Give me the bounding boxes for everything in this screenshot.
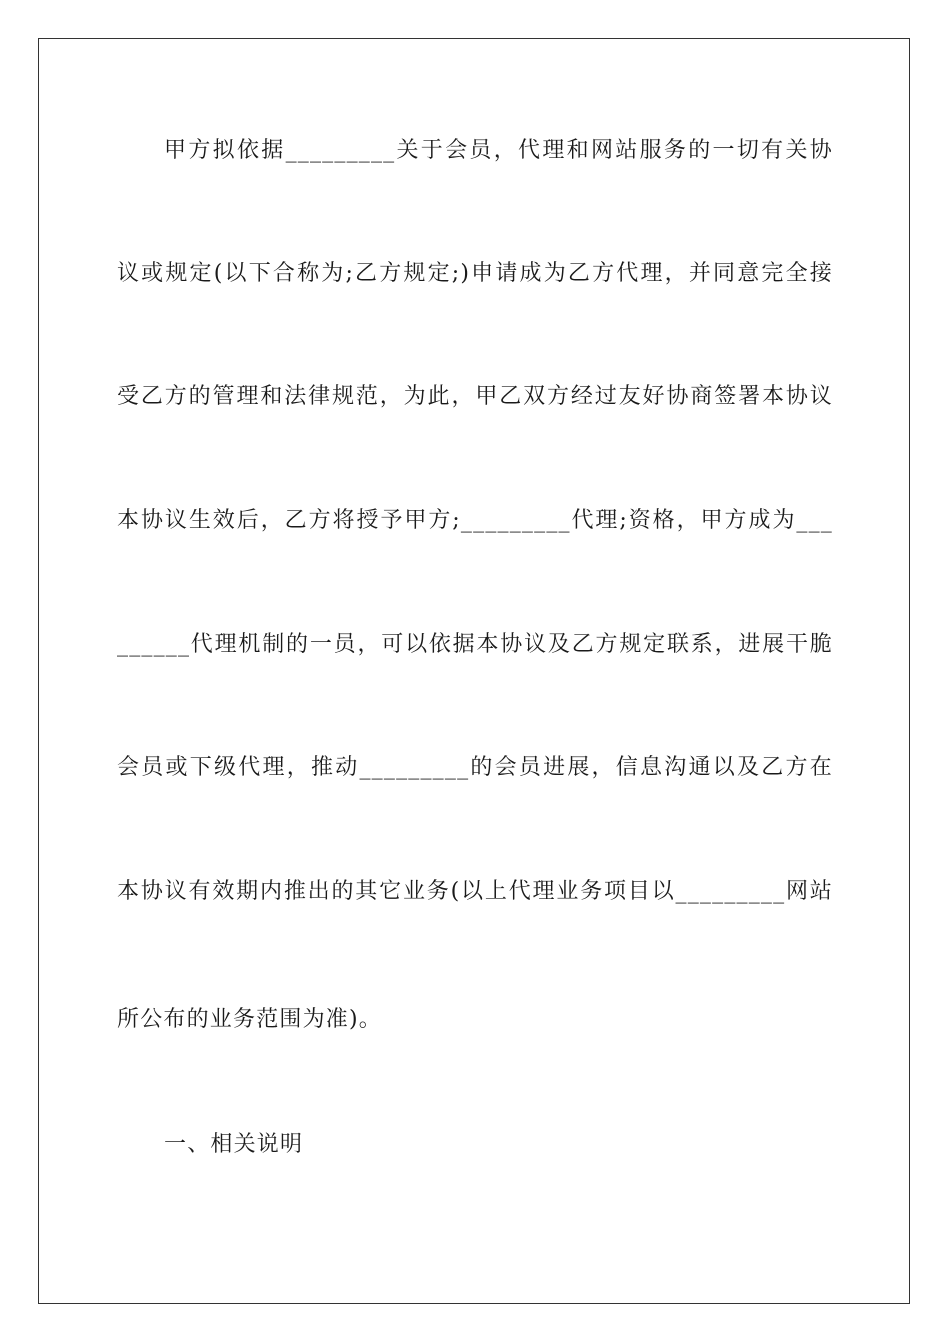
paragraph-line-4: 本协议生效后，乙方将授予甲方;_________代理;资格，甲方成为___ xyxy=(117,508,833,533)
paragraph-line-6: 会员或下级代理，推动_________的会员进展，信息沟通以及乙方在 xyxy=(117,755,833,780)
paragraph-line-1: 甲方拟依据_________关于会员，代理和网站服务的一切有关协 xyxy=(164,138,833,163)
paragraph-line-2: 议或规定(以下合称为;乙方规定;)申请成为乙方代理，并同意完全接 xyxy=(117,261,833,286)
paragraph-line-7: 本协议有效期内推出的其它业务(以上代理业务项目以_________网站 xyxy=(117,879,833,904)
page-border xyxy=(38,38,910,1304)
paragraph-line-8: 所公布的业务范围为准)。 xyxy=(117,1007,382,1032)
section-heading: 一、相关说明 xyxy=(164,1132,304,1157)
paragraph-line-3: 受乙方的管理和法律规范，为此，甲乙双方经过友好协商签署本协议 xyxy=(117,384,833,409)
paragraph-line-5: ______代理机制的一员，可以依据本协议及乙方规定联系，进展干脆 xyxy=(117,632,833,657)
